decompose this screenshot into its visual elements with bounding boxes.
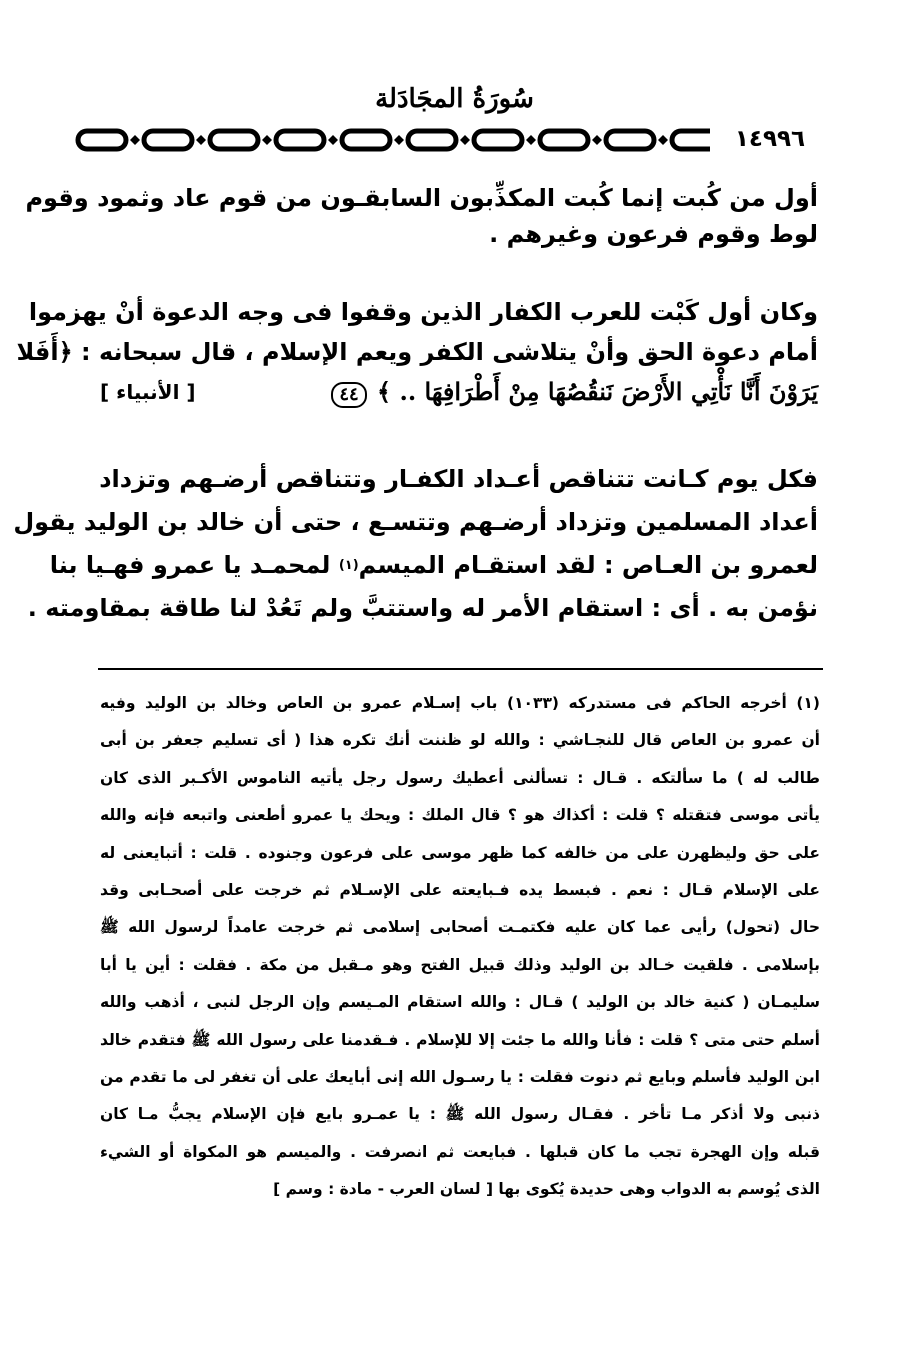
text-segment: لعمرو بن العـاص : لقد استقـام الميسم	[358, 551, 818, 579]
text-line: لوط وقوم فرعون وغيرهم .	[489, 220, 818, 248]
footnote-line: على حق وليظهرن على من خالفه كما ظهر موسى على فرعون وجنوده . قلت : أتبايعنى له	[100, 843, 820, 862]
chain-diamond	[130, 135, 140, 145]
chain-diamond	[262, 135, 272, 145]
footnote-block	[100, 685, 820, 1209]
text-line: وكان أول كَبْت للعرب الكفار الذين وقفوا فى وجه الدعوة أنْ يهزموا	[28, 298, 818, 326]
chain-link	[78, 131, 126, 149]
chain-link	[210, 131, 258, 149]
chain-link	[540, 131, 588, 149]
text-line: نؤمن به . أى : استقام الأمر له واستتبَّ ولم تَعُدْ لنا طاقة بمقاومته .	[27, 594, 818, 622]
footnote-line: طالب له ) ما سألتكه . قـال : تسألنى أعطيك رسول رجل يأتيه الناموس الأكـبر الذى كان	[100, 768, 820, 787]
footnote-line: ابن الوليد فأسلم وبايع ثم دنوت فقلت : يا رسـول الله إنى أبايعك على أن تغفر لى ما تقدم من	[100, 1068, 820, 1087]
chain-link	[276, 131, 324, 149]
footnote-line: يأتى موسى فتقتله ؟ قلت : أكذاك هو ؟ قال الملك : ويحك يا عمرو أطعنى واتبعه فإنه والله	[100, 806, 820, 825]
text-segment: لمحمـد يا عمرو فهـيا بنا	[49, 551, 331, 579]
footnote-line: ذنبى ولا أذكر مـا تأخر . فقـال رسول الله ﷺ : يا عمـرو بايع فإن الإسلام يجبُّ مـا كان	[100, 1105, 820, 1124]
text-line: أمام دعوة الحق وأنْ يتلاشى الكفر ويعم الإسلام ، قال سبحانه : ﴿أَفَلا	[16, 338, 818, 366]
chain-diamond	[592, 135, 602, 145]
chain-diamond	[460, 135, 470, 145]
footnote-marker: (١)	[338, 558, 359, 573]
footnote-line: أن عمرو بن العاص قال للنجـاشي : والله لو ظننت أنك تكره هذا ( أى تسليم جعفر بن أبى	[100, 731, 820, 750]
footnote-line: على الإسلام قـال : نعم . فبسط يده فـبايعته على الإسـلام ثم خرجت على أصحـابى وقد	[100, 881, 820, 900]
footnote-line: حال (تحول) رأيى عما كان عليه فكتمـت أصحابى إسلامى ثم خرجت عامداً لرسول الله ﷺ	[100, 918, 820, 937]
text-line: أعداد المسلمين وتزداد أرضـهم وتتسـع ، حتى أن خالد بن الوليد يقول	[13, 508, 818, 536]
footnote-line: سليمـان ( كنية خالد بن الوليد ) قـال : والله استقام المـيسم وإن الرجل لنبى ، أذهب والله	[100, 993, 820, 1012]
ayah-number-badge: ٤٤	[331, 382, 366, 408]
page-number: ١٤٩٩٦	[710, 124, 830, 154]
footnote-line: الذى يُوسم به الدواب وهى حديدة يُكوى بها [ لسان العرب - مادة : وسم ]	[273, 1180, 820, 1199]
footnote-divider	[98, 668, 823, 670]
chain-link	[342, 131, 390, 149]
chain-link	[144, 131, 192, 149]
paragraph-3	[13, 458, 818, 630]
chain-diamond	[658, 135, 668, 145]
chain-diamond	[196, 135, 206, 145]
paragraph-1	[25, 180, 818, 252]
text-line: أول من كُبت إنما كُبت المكذِّبون السابقـون من قوم عاد وثمود وقوم	[25, 184, 818, 212]
surah-title: سُورَةُ المجَادَلة	[375, 84, 534, 114]
sura-reference: [ الأنبياء ]	[100, 380, 196, 404]
footnote-line: أسلم حتى متى ؟ قلت : فأنا والله ما جئت إلا للإسلام . فـقدمنا على رسول الله ﷺ فتقدم خالد	[100, 1030, 820, 1049]
chain-link	[606, 131, 654, 149]
text-line: فكل يوم كـانت تتناقص أعـداد الكفـار وتتناقص أرضـهم وتزداد	[99, 465, 818, 493]
footnote-line: قبله وإن الهجرة تجب ما كان قبلها . فبايعت ثم انصرفت . والميسم هو المكواة أو الشيء	[100, 1142, 820, 1161]
footnote-line: بإسلامى . فلقيت خـالد بن الوليد وذلك قبيل الفتح وهو مـقبل من مكة . فقلت : أين يا أبا	[100, 955, 820, 974]
text-line-with-footnote	[49, 544, 818, 587]
chain-diamond	[328, 135, 338, 145]
quran-verse-line	[100, 372, 818, 412]
chain-link	[408, 131, 456, 149]
chain-diamond	[526, 135, 536, 145]
paragraph-2	[16, 292, 818, 412]
footnote-line: (١) أخرجه الحاكم فى مستدركه (١٠٣٣) باب إسـلام عمرو بن العاص وخالد بن الوليد وفيه	[100, 694, 820, 712]
chain-diamond	[394, 135, 404, 145]
quran-verse	[329, 372, 818, 412]
chain-link	[474, 131, 522, 149]
verse-text: يَرَوْنَ أَنَّا نَأْتِي الأَرْضَ نَنقُصُهَا مِنْ أَطْرَافِهَا .. ﴾	[377, 377, 818, 406]
